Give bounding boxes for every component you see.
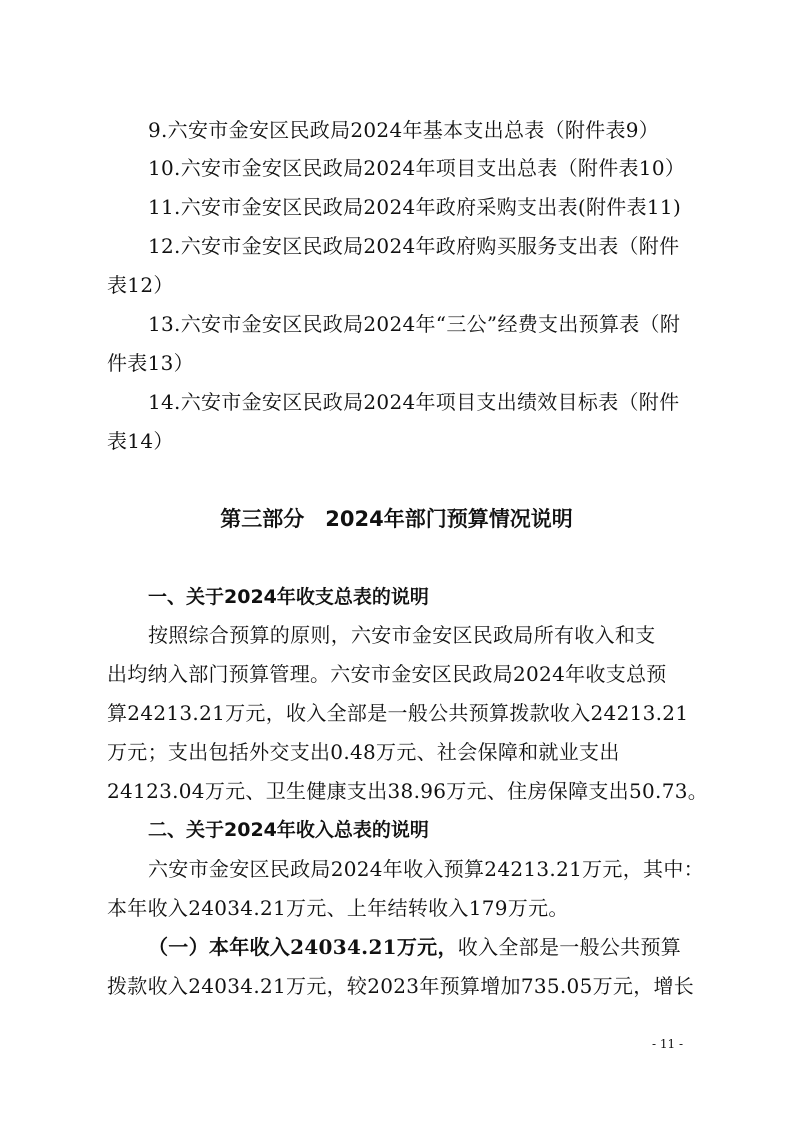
page-number: - 11 - — [652, 1037, 684, 1051]
attachment-item-12: 12.六安市金安区民政局2024年政府购买服务支出表（附件 — [148, 234, 680, 258]
section-2-line-3: 拨款收入24034.21万元，较2023年预算增加735.05万元，增长 — [107, 974, 695, 998]
attachment-item-13-cont: 件表13） — [107, 351, 194, 375]
section-2-subheading-line — [148, 934, 681, 960]
section-2-title: 二、关于2024年收入总表的说明 — [148, 819, 429, 841]
section-1-line-3: 算24213.21万元，收入全部是一般公共预算拨款收入24213.21 — [107, 701, 689, 725]
section-1-title: 一、关于2024年收支总表的说明 — [148, 586, 429, 608]
subheading-rest: 收入全部是一般公共预算 — [457, 935, 682, 959]
section-1-line-5: 24123.04万元、卫生健康支出38.96万元、住房保障支出50.73。 — [107, 779, 709, 803]
section-1-line-4: 万元；支出包括外交支出0.48万元、社会保障和就业支出 — [107, 740, 620, 764]
part-heading: 第三部分 2024年部门预算情况说明 — [220, 507, 573, 531]
section-1-line-2: 出均纳入部门预算管理。六安市金安区民政局2024年收支总预 — [107, 662, 667, 686]
section-1-line-1: 按照综合预算的原则，六安市金安区民政局所有收入和支 — [148, 623, 656, 647]
attachment-item-9: 9.六安市金安区民政局2024年基本支出总表（附件表9） — [148, 118, 660, 142]
section-2-line-2: 本年收入24034.21万元、上年结转收入179万元。 — [107, 896, 569, 920]
attachment-item-11: 11.六安市金安区民政局2024年政府采购支出表(附件表11) — [148, 195, 682, 219]
attachment-item-13: 13.六安市金安区民政局2024年“三公”经费支出预算表（附 — [148, 312, 681, 336]
section-2-line-1: 六安市金安区民政局2024年收入预算24213.21万元，其中： — [148, 857, 704, 881]
attachment-item-10: 10.六安市金安区民政局2024年项目支出总表（附件表10） — [148, 156, 686, 180]
subheading-bold: （一）本年收入24034.21万元， — [148, 935, 458, 959]
attachment-item-14: 14.六安市金安区民政局2024年项目支出绩效目标表（附件 — [148, 390, 680, 414]
attachment-item-12-cont: 表12） — [107, 273, 174, 297]
attachment-item-14-cont: 表14） — [107, 429, 174, 453]
